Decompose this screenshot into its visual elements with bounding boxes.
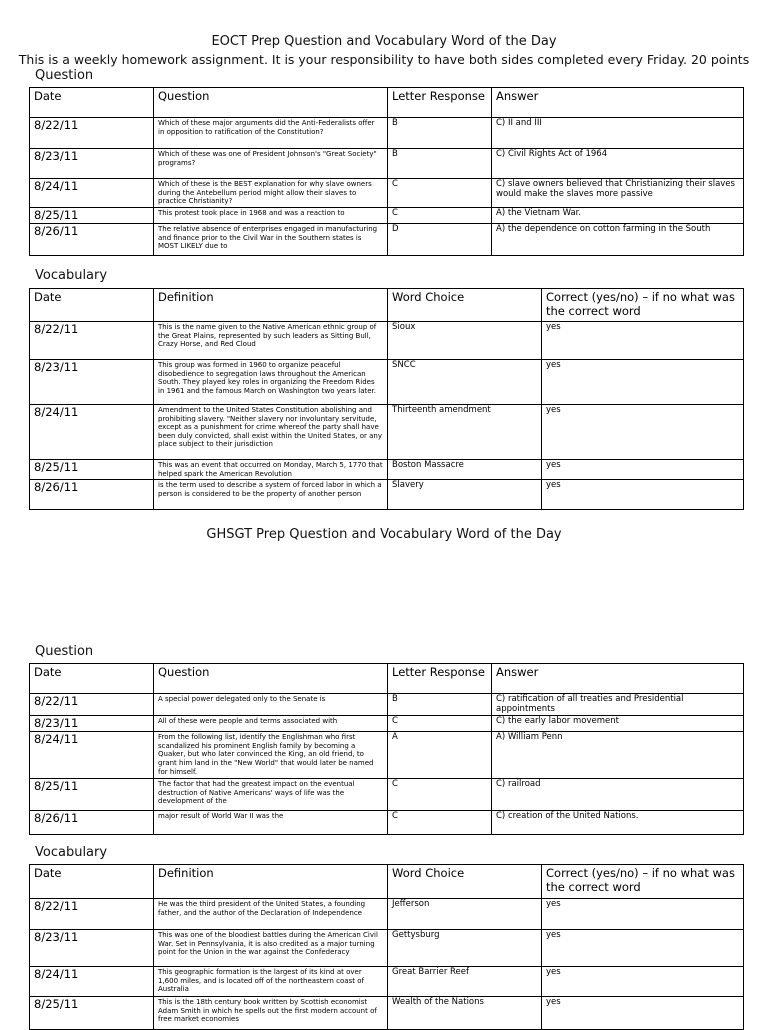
letter-cell: C: [388, 716, 492, 732]
definition-cell: This geographic formation is the largest of its kind at over 1,600 miles, and is located off of the northeastern coast of Australia: [154, 967, 388, 997]
question-cell: A special power delegated only to the Senate is: [154, 694, 388, 716]
header-date: Date: [30, 865, 154, 899]
letter-cell: C: [388, 208, 492, 224]
table-row: [30, 480, 744, 510]
date-cell: 8/23/11: [30, 716, 154, 732]
correct-cell: yes: [542, 460, 744, 480]
page-title-ghsgt: GHSGT Prep Question and Vocabulary Word of the Day: [206, 527, 562, 542]
table-row: [30, 460, 744, 480]
table-row: [30, 694, 744, 716]
answer-cell: A) the dependence on cotton farming in the South: [492, 224, 744, 256]
header-question: Question: [154, 664, 388, 694]
word-choice-cell: Jefferson: [388, 899, 542, 930]
table-row: [30, 967, 744, 997]
question-section-label: Question: [35, 68, 94, 83]
word-choice-cell: Great Barrier Reef: [388, 967, 542, 997]
letter-cell: C: [388, 811, 492, 835]
table-row: [30, 208, 744, 224]
correct-cell: yes: [542, 405, 744, 460]
table-row: [30, 930, 744, 967]
definition-cell: This was an event that occurred on Monday, March 5, 1770 that helped spark the American Revolution: [154, 460, 388, 480]
correct-cell: yes: [542, 480, 744, 510]
word-choice-cell: Wealth of the Nations: [388, 997, 542, 1030]
definition-cell: He was the third president of the United States, a founding father, and the author of the Declaration of Independence: [154, 899, 388, 930]
table-row: [30, 997, 744, 1030]
date-cell: 8/22/11: [30, 118, 154, 149]
definition-cell: is the term used to describe a system of forced labor in which a person is considered to be the property of another person: [154, 480, 388, 510]
question-cell: Which of these was one of President Johnson's "Great Society" programs?: [154, 149, 388, 179]
vocabulary-section-label: Vocabulary: [35, 268, 108, 283]
question-cell: All of these were people and terms associated with: [154, 716, 388, 732]
table-header-row: [30, 289, 744, 322]
table-row: [30, 405, 744, 460]
definition-cell: This was one of the bloodiest battles during the American Civil War. Set in Pennsylvania, it is also credited as a major turning point for the Union in the war against the Confederacy: [154, 930, 388, 967]
header-definition: Definition: [154, 289, 388, 322]
header-date: Date: [30, 664, 154, 694]
table-row: [30, 118, 744, 149]
assignment-instructions: This is a weekly homework assignment. It is your responsibility to have both sides completed every Friday. 20 points: [18, 52, 750, 67]
date-cell: 8/24/11: [30, 179, 154, 208]
correct-cell: yes: [542, 360, 744, 405]
date-cell: 8/26/11: [30, 811, 154, 835]
header-letter-response: Letter Response: [388, 664, 492, 694]
header-date: Date: [30, 289, 154, 322]
table-row: [30, 322, 744, 360]
date-cell: 8/26/11: [30, 480, 154, 510]
header-definition: Definition: [154, 865, 388, 899]
date-cell: 8/24/11: [30, 732, 154, 779]
date-cell: 8/22/11: [30, 322, 154, 360]
table-row: [30, 149, 744, 179]
definition-cell: This group was formed in 1960 to organize peaceful disobedience to segregation laws throughout the American South. They played key roles in organizing the Freedom Rides in 1961 and the famous March on Washington two years later.: [154, 360, 388, 405]
letter-cell: B: [388, 118, 492, 149]
date-cell: 8/22/11: [30, 694, 154, 716]
letter-cell: A: [388, 732, 492, 779]
question-cell: Which of these major arguments did the Anti-Federalists offer in opposition to ratification of the Constitution?: [154, 118, 388, 149]
table-row: [30, 732, 744, 779]
letter-cell: D: [388, 224, 492, 256]
answer-cell: A) William Penn: [492, 732, 744, 779]
date-cell: 8/25/11: [30, 208, 154, 224]
correct-cell: yes: [542, 967, 744, 997]
correct-cell: yes: [542, 930, 744, 967]
date-cell: 8/23/11: [30, 360, 154, 405]
date-cell: 8/25/11: [30, 997, 154, 1030]
header-word-choice: Word Choice: [388, 865, 542, 899]
date-cell: 8/24/11: [30, 405, 154, 460]
date-cell: 8/25/11: [30, 779, 154, 811]
answer-cell: C) slave owners believed that Christianizing their slaves would make the slaves more passive: [492, 179, 744, 208]
header-answer: Answer: [492, 664, 744, 694]
header-word-choice: Word Choice: [388, 289, 542, 322]
header-letter-response: Letter Response: [388, 88, 492, 118]
ghsgt-vocabulary-table: [29, 864, 744, 1030]
page-title-eoct: EOCT Prep Question and Vocabulary Word of the Day: [211, 34, 557, 49]
question-cell: Which of these is the BEST explanation for why slave owners during the Antebellum period might allow their slaves to practice Christianity?: [154, 179, 388, 208]
answer-cell: C) ratification of all treaties and Presidential appointments: [492, 694, 744, 716]
definition-cell: Amendment to the United States Constitution abolishing and prohibiting slavery. "Neither slavery nor involuntary servitude, except as a punishment for crime whereof the party shall have been duly convicted, shall exist within the United States, or any place subject to their jurisdiction: [154, 405, 388, 460]
letter-cell: B: [388, 149, 492, 179]
word-choice-cell: SNCC: [388, 360, 542, 405]
date-cell: 8/25/11: [30, 460, 154, 480]
question-cell: major result of World War II was the: [154, 811, 388, 835]
table-header-row: [30, 88, 744, 118]
eoct-question-table: [29, 87, 744, 256]
word-choice-cell: Thirteenth amendment: [388, 405, 542, 460]
table-row: [30, 224, 744, 256]
definition-cell: This is the name given to the Native American ethnic group of the Great Plains, represented by such leaders as Sitting Bull, Crazy Horse, and Red Cloud: [154, 322, 388, 360]
question-cell: The factor that had the greatest impact on the eventual destruction of Native Americans' ways of life was the development of the: [154, 779, 388, 811]
question-cell: The relative absence of enterprises engaged in manufacturing and finance prior to the Civil War in the Southern states is MOST LIKELY due to: [154, 224, 388, 256]
date-cell: 8/26/11: [30, 224, 154, 256]
word-choice-cell: Boston Massacre: [388, 460, 542, 480]
header-question: Question: [154, 88, 388, 118]
correct-cell: yes: [542, 997, 744, 1030]
date-cell: 8/24/11: [30, 967, 154, 997]
header-date: Date: [30, 88, 154, 118]
table-header-row: [30, 664, 744, 694]
table-row: [30, 811, 744, 835]
ghsgt-question-table: [29, 663, 744, 835]
letter-cell: B: [388, 694, 492, 716]
answer-cell: C) creation of the United Nations.: [492, 811, 744, 835]
question-cell: This protest took place in 1968 and was a reaction to: [154, 208, 388, 224]
answer-cell: C) railroad: [492, 779, 744, 811]
header-answer: Answer: [492, 88, 744, 118]
vocabulary-section-label: Vocabulary: [35, 845, 108, 860]
header-correct: Correct (yes/no) – if no what was the correct word: [542, 289, 744, 322]
table-header-row: [30, 865, 744, 899]
table-row: [30, 179, 744, 208]
header-correct: Correct (yes/no) – if no what was the correct word: [542, 865, 744, 899]
word-choice-cell: Gettysburg: [388, 930, 542, 967]
definition-cell: This is the 18th century book written by Scottish economist Adam Smith in which he spells out the first modern account of free market economies: [154, 997, 388, 1030]
table-row: [30, 716, 744, 732]
date-cell: 8/22/11: [30, 899, 154, 930]
table-row: [30, 899, 744, 930]
letter-cell: C: [388, 779, 492, 811]
answer-cell: C) II and III: [492, 118, 744, 149]
answer-cell: C) the early labor movement: [492, 716, 744, 732]
table-row: [30, 360, 744, 405]
word-choice-cell: Sioux: [388, 322, 542, 360]
table-row: [30, 779, 744, 811]
answer-cell: C) Civil Rights Act of 1964: [492, 149, 744, 179]
letter-cell: C: [388, 179, 492, 208]
correct-cell: yes: [542, 899, 744, 930]
answer-cell: A) the Vietnam War.: [492, 208, 744, 224]
date-cell: 8/23/11: [30, 149, 154, 179]
correct-cell: yes: [542, 322, 744, 360]
eoct-vocabulary-table: [29, 288, 744, 510]
question-section-label: Question: [35, 644, 94, 659]
question-cell: From the following list, identify the Englishman who first scandalized his prominent English family by becoming a Quaker, but who later convinced the King, an old friend, to grant him land in the "New World" that would later be named for himself.: [154, 732, 388, 779]
date-cell: 8/23/11: [30, 930, 154, 967]
word-choice-cell: Slavery: [388, 480, 542, 510]
